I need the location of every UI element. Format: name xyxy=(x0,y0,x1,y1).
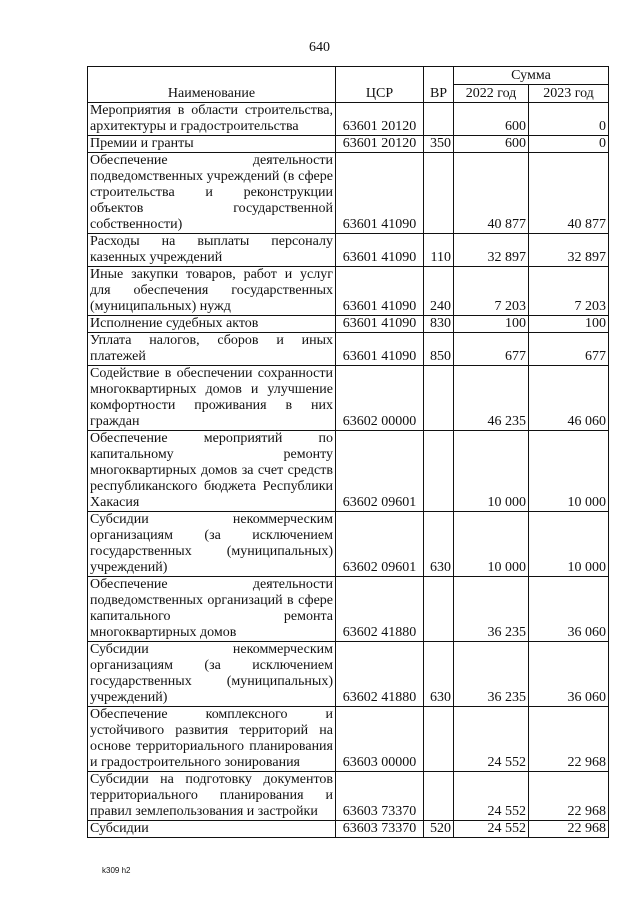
cell-vr: 630 xyxy=(424,512,454,577)
cell-2023: 100 xyxy=(529,316,609,333)
cell-vr: 520 xyxy=(424,821,454,838)
cell-name: Обеспечение мероприятий по капитальному ремонту многоквартирных домов за счет средств республиканского бюджета Республики Хакасия xyxy=(88,431,336,512)
column-header-csr: ЦСР xyxy=(336,67,424,103)
cell-2022: 36 235 xyxy=(454,577,529,642)
cell-csr: 63603 73370 xyxy=(336,821,424,838)
cell-vr xyxy=(424,366,454,431)
cell-2022: 24 552 xyxy=(454,772,529,821)
cell-2022: 46 235 xyxy=(454,366,529,431)
cell-csr: 63601 41090 xyxy=(336,333,424,366)
cell-2023: 10 000 xyxy=(529,431,609,512)
cell-2022: 7 203 xyxy=(454,267,529,316)
table-row xyxy=(88,153,609,234)
cell-vr xyxy=(424,153,454,234)
cell-name: Обеспечение деятельности подведомственных учреждений (в сфере строительства и реконструкции объектов государственной собственности) xyxy=(88,153,336,234)
cell-csr: 63603 73370 xyxy=(336,772,424,821)
cell-name: Расходы на выплаты персоналу казенных учреждений xyxy=(88,234,336,267)
table-row xyxy=(88,316,609,333)
column-header-name: Наименование xyxy=(88,67,336,103)
cell-name: Исполнение судебных актов xyxy=(88,316,336,333)
cell-2022: 600 xyxy=(454,103,529,136)
cell-csr: 63601 41090 xyxy=(336,267,424,316)
cell-csr: 63602 41880 xyxy=(336,577,424,642)
cell-2023: 36 060 xyxy=(529,642,609,707)
cell-name: Иные закупки товаров, работ и услуг для обеспечения государственных (муниципальных) нужд xyxy=(88,267,336,316)
cell-2023: 22 968 xyxy=(529,707,609,772)
cell-vr: 830 xyxy=(424,316,454,333)
cell-csr: 63602 09601 xyxy=(336,431,424,512)
cell-2023: 7 203 xyxy=(529,267,609,316)
column-header-vr: ВР xyxy=(424,67,454,103)
cell-vr xyxy=(424,431,454,512)
cell-2022: 677 xyxy=(454,333,529,366)
table-row xyxy=(88,366,609,431)
cell-csr: 63601 41090 xyxy=(336,234,424,267)
table-row xyxy=(88,234,609,267)
cell-2022: 32 897 xyxy=(454,234,529,267)
cell-2022: 24 552 xyxy=(454,821,529,838)
cell-vr: 240 xyxy=(424,267,454,316)
cell-name: Уплата налогов, сборов и иных платежей xyxy=(88,333,336,366)
cell-csr: 63602 09601 xyxy=(336,512,424,577)
cell-vr xyxy=(424,772,454,821)
table-row xyxy=(88,136,609,153)
cell-2023: 677 xyxy=(529,333,609,366)
cell-csr: 63601 41090 xyxy=(336,153,424,234)
column-header-2023: 2023 год xyxy=(529,85,609,103)
cell-2023: 10 000 xyxy=(529,512,609,577)
budget-table xyxy=(87,66,609,838)
table-row xyxy=(88,103,609,136)
cell-2022: 36 235 xyxy=(454,642,529,707)
table-row xyxy=(88,577,609,642)
column-header-sum: Сумма xyxy=(454,67,609,85)
cell-name: Субсидии на подготовку документов территориального планирования и правил землепользования и застройки xyxy=(88,772,336,821)
cell-vr: 630 xyxy=(424,642,454,707)
cell-2023: 32 897 xyxy=(529,234,609,267)
page-number: 640 xyxy=(309,40,330,55)
cell-csr: 63601 41090 xyxy=(336,316,424,333)
cell-2022: 600 xyxy=(454,136,529,153)
cell-vr: 350 xyxy=(424,136,454,153)
cell-name: Мероприятия в области строительства, архитектуры и градостроительства xyxy=(88,103,336,136)
table-row xyxy=(88,267,609,316)
cell-2022: 10 000 xyxy=(454,431,529,512)
cell-2023: 0 xyxy=(529,136,609,153)
cell-2022: 40 877 xyxy=(454,153,529,234)
table-row xyxy=(88,772,609,821)
table-row xyxy=(88,821,609,838)
cell-vr xyxy=(424,577,454,642)
cell-2022: 24 552 xyxy=(454,707,529,772)
cell-csr: 63601 20120 xyxy=(336,136,424,153)
cell-name: Содействие в обеспечении сохранности многоквартирных домов и улучшение комфортности проживания в них граждан xyxy=(88,366,336,431)
cell-csr: 63601 20120 xyxy=(336,103,424,136)
cell-vr: 110 xyxy=(424,234,454,267)
cell-2023: 22 968 xyxy=(529,772,609,821)
cell-vr xyxy=(424,707,454,772)
cell-2023: 46 060 xyxy=(529,366,609,431)
cell-2023: 0 xyxy=(529,103,609,136)
cell-name: Премии и гранты xyxy=(88,136,336,153)
cell-vr xyxy=(424,103,454,136)
cell-name: Субсидии некоммерческим организациям (за исключением государственных (муниципальных) учреждений) xyxy=(88,512,336,577)
table-row xyxy=(88,512,609,577)
table-row xyxy=(88,642,609,707)
cell-csr: 63602 41880 xyxy=(336,642,424,707)
table-row xyxy=(88,431,609,512)
table-body xyxy=(88,103,609,838)
cell-name: Субсидии xyxy=(88,821,336,838)
cell-name: Субсидии некоммерческим организациям (за исключением государственных (муниципальных) учреждений) xyxy=(88,642,336,707)
table-row xyxy=(88,333,609,366)
cell-name: Обеспечение деятельности подведомственных организаций в сфере капитального ремонта многоквартирных домов xyxy=(88,577,336,642)
cell-csr: 63603 00000 xyxy=(336,707,424,772)
cell-2023: 22 968 xyxy=(529,821,609,838)
cell-2023: 40 877 xyxy=(529,153,609,234)
cell-2022: 100 xyxy=(454,316,529,333)
cell-2022: 10 000 xyxy=(454,512,529,577)
cell-csr: 63602 00000 xyxy=(336,366,424,431)
cell-name: Обеспечение комплексного и устойчивого развития территорий на основе территориального планирования и градостроительного зонирования xyxy=(88,707,336,772)
table-row xyxy=(88,707,609,772)
column-header-2022: 2022 год xyxy=(454,85,529,103)
cell-2023: 36 060 xyxy=(529,577,609,642)
cell-vr: 850 xyxy=(424,333,454,366)
footer-code: k309 h2 xyxy=(102,866,131,875)
